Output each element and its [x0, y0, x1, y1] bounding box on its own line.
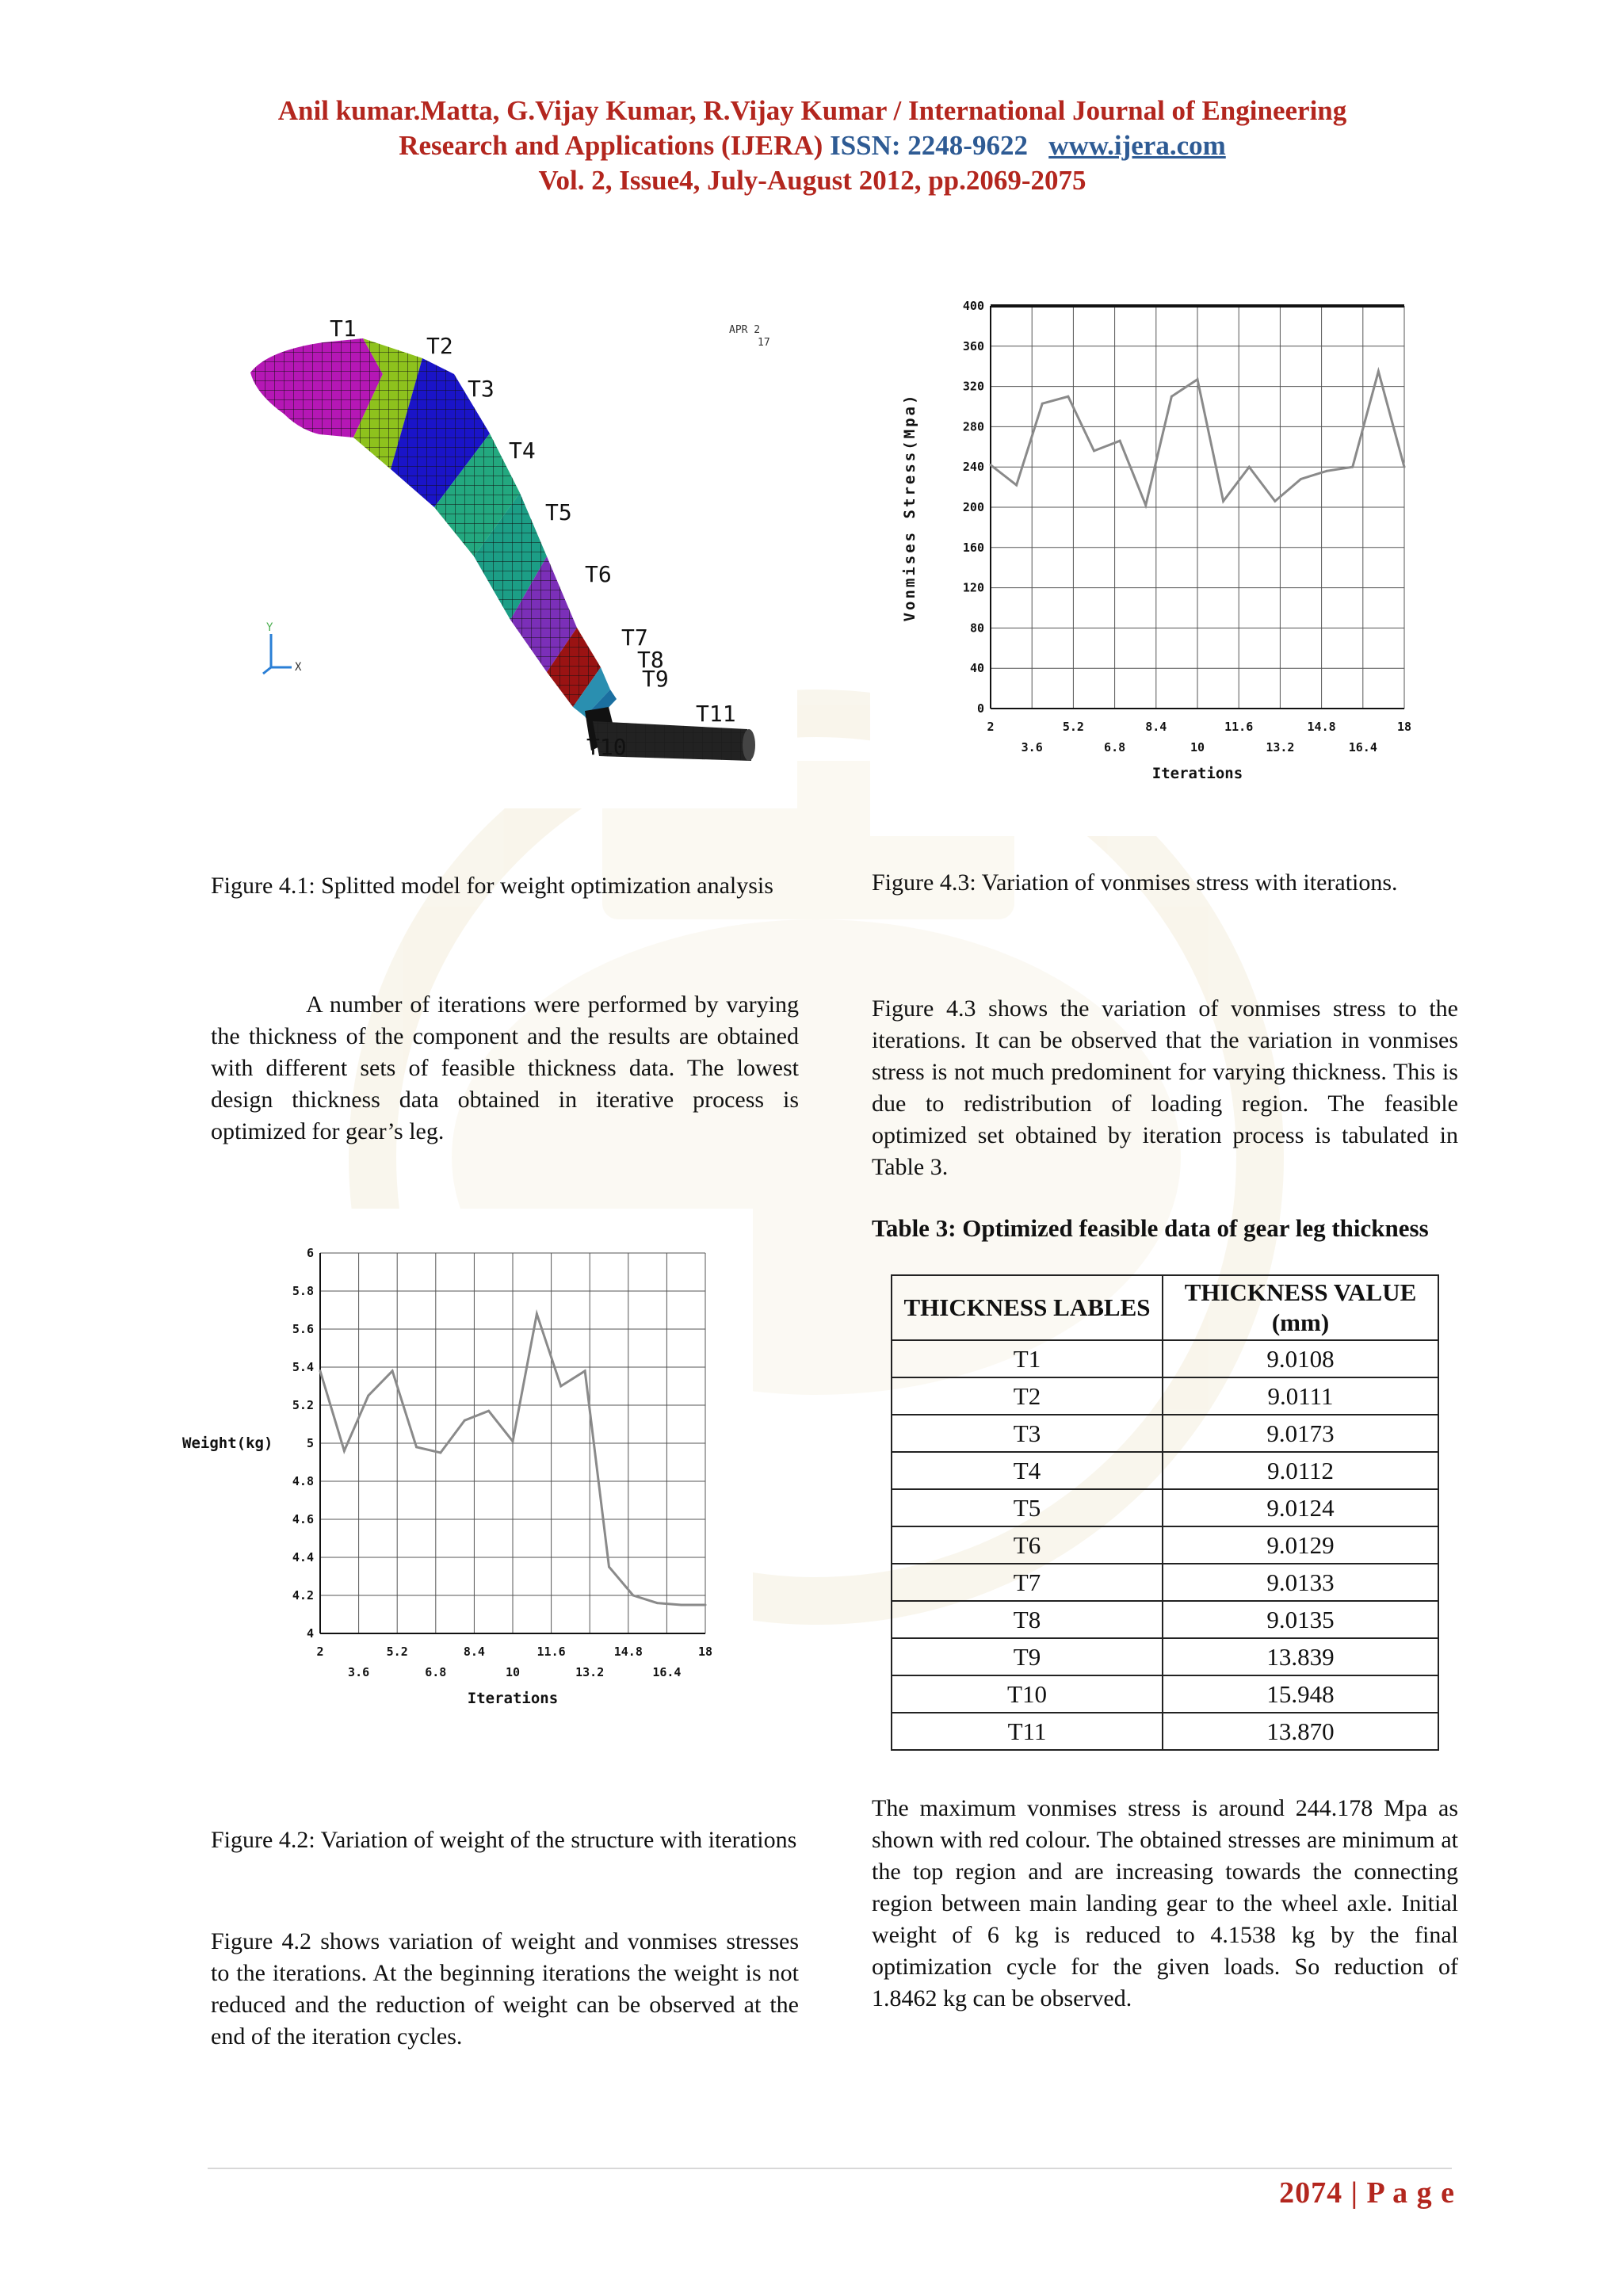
table-3-body	[892, 1340, 1438, 1750]
data-point	[1222, 500, 1224, 502]
table-row	[892, 1526, 1438, 1564]
x-tick-label: 11.6	[1224, 720, 1254, 734]
x-tick-label: 14.8	[613, 1645, 643, 1659]
table-header-values: THICKNESS VALUE (mm)	[1163, 1275, 1438, 1340]
table-row	[892, 1340, 1438, 1377]
table-row	[892, 1415, 1438, 1452]
table-cell-label: T2	[892, 1377, 1163, 1415]
data-point	[990, 464, 992, 466]
table-cell-label: T7	[892, 1564, 1163, 1601]
data-point	[1300, 478, 1302, 480]
header-journal: Research and Applications (IJERA) ISSN: 2248-9622 www.ijera.com	[399, 130, 1226, 161]
x-tick-label: 13.2	[575, 1665, 605, 1679]
header-url[interactable]: www.ijera.com	[1048, 130, 1226, 161]
y-tick-label: 4	[306, 1626, 314, 1641]
x-tick-label: 6.8	[425, 1665, 447, 1679]
data-point	[415, 1446, 418, 1448]
y-tick-label: 80	[969, 621, 984, 636]
table-cell-label: T10	[892, 1675, 1163, 1713]
y-tick-label: 4.6	[292, 1512, 314, 1526]
fig41-label-t8: T8	[637, 647, 664, 673]
x-tick-label: 18	[697, 1645, 713, 1659]
header-issn: ISSN: 2248-9622	[830, 130, 1028, 161]
y-tick-label: 4.4	[292, 1550, 314, 1564]
page-number: 2074 | P a g e	[1279, 2176, 1455, 2210]
table-row	[892, 1601, 1438, 1638]
fig41-stamp-line2: 17	[758, 337, 770, 349]
data-point	[487, 1410, 490, 1412]
table-cell-label: T5	[892, 1489, 1163, 1526]
x-tick-label: 16.4	[1348, 740, 1377, 755]
figure-4-2-chart	[173, 1209, 753, 1732]
data-point	[1274, 500, 1276, 502]
y-tick-label: 5	[306, 1436, 314, 1450]
data-point	[584, 1370, 586, 1372]
fig41-label-t9: T9	[642, 666, 669, 692]
table-header-row	[892, 1275, 1438, 1340]
table-cell-value: 9.0173	[1163, 1415, 1438, 1452]
data-point	[1403, 466, 1406, 468]
fig41-label-t1: T1	[330, 315, 357, 342]
y-tick-label: 5.6	[292, 1322, 314, 1336]
header-authors: Anil kumar.Matta, G.Vijay Kumar, R.Vijay Kumar / International Journal of Engineering	[277, 95, 1347, 126]
table-row	[892, 1564, 1438, 1601]
fig41-label-t2: T2	[426, 333, 453, 359]
x-tick-label: 3.6	[1021, 740, 1043, 755]
fig41-label-t11: T11	[696, 701, 736, 727]
figure-4-1-caption: Figure 4.1: Splitted model for weight optimization analysis	[211, 873, 773, 899]
stress-chart-svg	[870, 281, 1447, 836]
fig41-label-t4: T4	[509, 437, 536, 464]
x-tick-label: 6.8	[1104, 740, 1126, 755]
svg-text:X: X	[295, 661, 302, 674]
table-cell-value: 9.0129	[1163, 1526, 1438, 1564]
data-point	[512, 1440, 514, 1442]
data-point	[367, 1395, 369, 1397]
axis-triad-icon	[263, 621, 302, 674]
right-paragraph-1: Figure 4.3 shows the variation of vonmises stress to the iterations. It can be observed that the variation in vonmises stress is not much predominent for varying thickness. This is due to redistribution of loading region. The feasible optimized set obtained by iteration process is tabulated in Table 3.	[872, 995, 1458, 1180]
x-axis-label: Iterations	[1151, 765, 1243, 782]
y-tick-label: 0	[976, 701, 984, 716]
x-tick-label: 14.8	[1307, 720, 1336, 734]
data-point	[559, 1385, 562, 1388]
figure-4-1-image	[236, 295, 797, 808]
table-cell-value: 9.0111	[1163, 1377, 1438, 1415]
svg-text:Y: Y	[266, 621, 273, 634]
data-point	[343, 1450, 346, 1452]
header-volume: Vol. 2, Issue4, July-August 2012, pp.2069-2075	[538, 165, 1086, 196]
figure-4-2-caption: Figure 4.2: Variation of weight of the structure with iterations	[211, 1827, 797, 1853]
figure-4-3-chart	[870, 281, 1447, 836]
x-tick-label: 5.2	[1062, 720, 1084, 734]
fig41-label-t10: T10	[586, 734, 627, 760]
x-tick-label: 11.6	[537, 1645, 566, 1659]
table-3-title: Table 3: Optimized feasible data of gear leg thickness	[872, 1214, 1429, 1242]
table-cell-label: T11	[892, 1713, 1163, 1750]
table-cell-value: 9.0124	[1163, 1489, 1438, 1526]
y-tick-label: 5.2	[292, 1398, 314, 1412]
data-point	[1041, 403, 1044, 405]
data-point	[632, 1595, 634, 1597]
data-point	[1351, 466, 1354, 468]
x-tick-label: 18	[1396, 720, 1412, 734]
left-paragraph-2: Figure 4.2 shows variation of weight and vonmises stresses to the iterations. At the beginning iterations the weight is not reduced and the reduction of weight can be observed at the end of the iteration cycles.	[211, 1928, 799, 2050]
table-cell-value: 9.0133	[1163, 1564, 1438, 1601]
right-paragraph-2: The maximum vonmises stress is around 244.178 Mpa as shown with red colour. The obtained stresses are minimum at the top region and are increasing towards the connecting region between main landing gear to the wheel axle. Initial weight of 6 kg is reduced to 4.1538 kg by the final optimization cycle for the given loads. So reduction of 1.8462 kg can be observed.	[872, 1795, 1458, 2011]
footer-divider	[208, 2168, 1452, 2169]
x-tick-label: 13.2	[1266, 740, 1295, 755]
data-point	[439, 1452, 441, 1454]
journal-header	[143, 94, 1482, 198]
table-cell-value: 9.0135	[1163, 1601, 1438, 1638]
data-point	[680, 1604, 682, 1606]
x-axis-label: Iterations	[467, 1690, 559, 1707]
table-row	[892, 1452, 1438, 1489]
y-tick-label: 200	[962, 500, 984, 514]
x-tick-label: 5.2	[386, 1645, 408, 1659]
y-tick-label: 5.4	[292, 1360, 314, 1374]
table-cell-label: T1	[892, 1340, 1163, 1377]
data-point	[1144, 504, 1147, 506]
data-point	[1326, 470, 1328, 472]
table-cell-label: T9	[892, 1638, 1163, 1675]
y-tick-label: 400	[962, 299, 984, 313]
table-cell-value: 13.839	[1163, 1638, 1438, 1675]
y-tick-label: 280	[962, 419, 984, 434]
data-point	[1015, 484, 1018, 487]
y-tick-label: 160	[962, 540, 984, 555]
table-row	[892, 1713, 1438, 1750]
left-paragraph-1: A number of iterations were performed by varying the thickness of the component and the results are obtained with different sets of feasible thickness data. The lowest design thickness data obtained in iterative process is optimized for gear’s leg.	[211, 991, 799, 1144]
table-row	[892, 1377, 1438, 1415]
y-tick-label: 5.8	[292, 1284, 314, 1298]
data-point	[1093, 449, 1095, 452]
weight-chart-svg	[173, 1209, 753, 1732]
table-row	[892, 1675, 1438, 1713]
data-point	[1119, 440, 1121, 442]
data-point	[1197, 378, 1199, 380]
y-tick-label: 320	[962, 379, 984, 394]
y-tick-label: 6	[306, 1246, 314, 1260]
data-point	[608, 1566, 610, 1568]
y-axis-label: Weight(kg)	[182, 1435, 273, 1452]
table-row	[892, 1489, 1438, 1526]
x-tick-label: 8.4	[463, 1645, 485, 1659]
y-axis-label: Vonmises Stress(Mpa)	[901, 392, 918, 622]
data-point	[319, 1370, 322, 1372]
table-cell-value: 13.870	[1163, 1713, 1438, 1750]
x-tick-label: 10	[1190, 740, 1205, 755]
y-tick-label: 360	[962, 338, 984, 353]
y-tick-label: 240	[962, 460, 984, 475]
table-cell-label: T3	[892, 1415, 1163, 1452]
table-cell-value: 9.0108	[1163, 1340, 1438, 1377]
x-tick-label: 10	[505, 1665, 521, 1679]
x-tick-label: 2	[316, 1645, 324, 1659]
x-tick-label: 8.4	[1145, 720, 1167, 734]
data-point	[1248, 466, 1251, 468]
fig41-label-t5: T5	[545, 499, 572, 525]
fig41-label-t7: T7	[621, 625, 648, 651]
y-tick-label: 4.8	[292, 1474, 314, 1488]
y-tick-label: 120	[962, 580, 984, 595]
table-cell-value: 9.0112	[1163, 1452, 1438, 1489]
data-point	[1067, 395, 1069, 398]
fig41-label-t3: T3	[468, 376, 495, 402]
table-cell-label: T4	[892, 1452, 1163, 1489]
table-cell-label: T8	[892, 1601, 1163, 1638]
data-point	[705, 1604, 707, 1606]
data-point	[391, 1370, 394, 1372]
data-point	[1170, 395, 1173, 398]
x-tick-label: 3.6	[348, 1665, 370, 1679]
y-tick-label: 40	[969, 661, 984, 676]
fig41-stamp-line1: APR 2	[729, 324, 761, 336]
x-tick-label: 2	[987, 720, 995, 734]
figure-4-3-caption: Figure 4.3: Variation of vonmises stress with iterations.	[872, 869, 1398, 896]
table-header-labels: THICKNESS LABLES	[892, 1275, 1163, 1340]
data-point	[1377, 370, 1380, 372]
y-tick-label: 4.2	[292, 1588, 314, 1603]
table-3	[891, 1274, 1439, 1751]
x-tick-label: 16.4	[652, 1665, 682, 1679]
data-point	[656, 1602, 659, 1604]
table-row	[892, 1638, 1438, 1675]
table-cell-label: T6	[892, 1526, 1163, 1564]
fig41-label-t6: T6	[585, 561, 612, 587]
data-point	[464, 1419, 466, 1422]
data-point	[536, 1312, 538, 1315]
table-cell-value: 15.948	[1163, 1675, 1438, 1713]
